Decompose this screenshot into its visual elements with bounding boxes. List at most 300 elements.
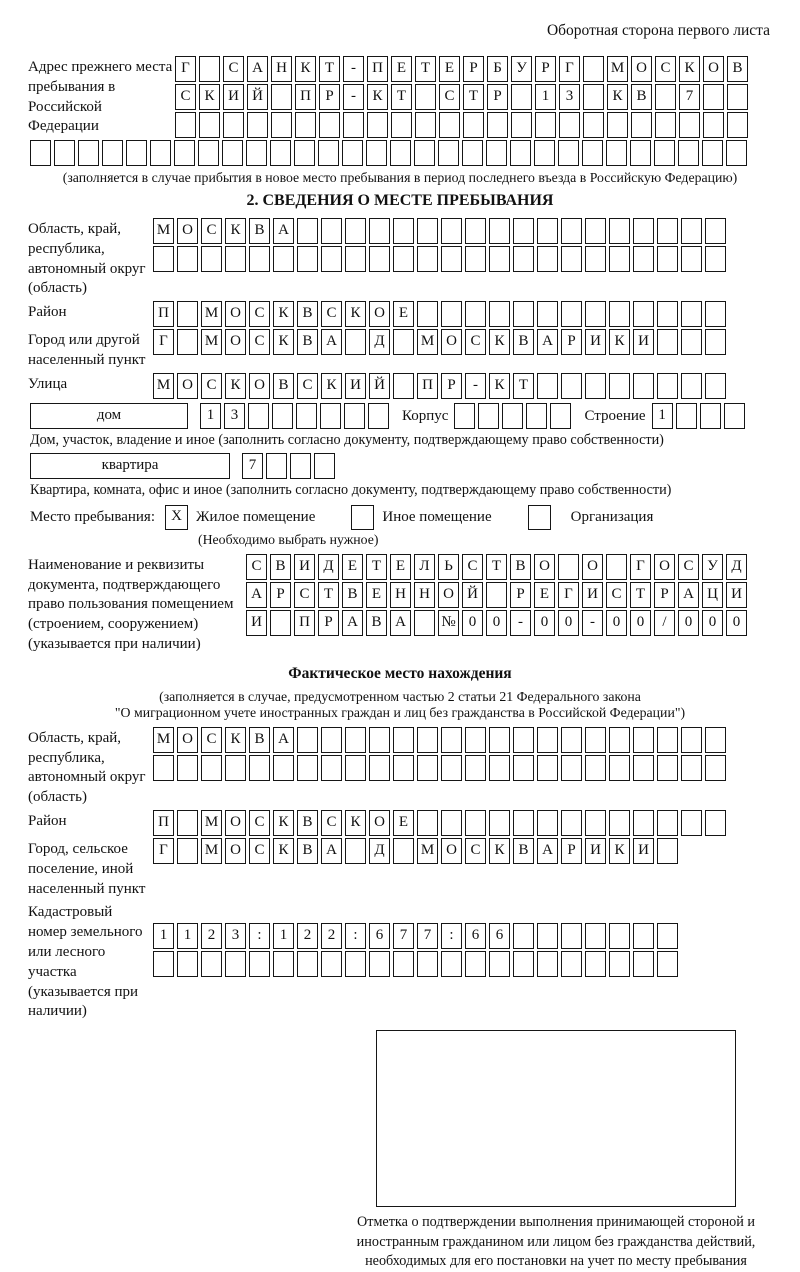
char-cell[interactable]: О [631, 56, 652, 82]
char-cell[interactable] [724, 403, 745, 429]
char-cell[interactable]: 1 [177, 923, 198, 949]
char-cell[interactable] [609, 218, 630, 244]
char-cell[interactable]: С [462, 554, 483, 580]
char-cell[interactable] [414, 140, 435, 166]
char-cell[interactable] [489, 810, 510, 836]
char-cell[interactable]: П [294, 610, 315, 636]
char-cell[interactable] [439, 112, 460, 138]
char-cell[interactable] [585, 951, 606, 977]
char-cell[interactable]: А [342, 610, 363, 636]
char-cell[interactable] [391, 112, 412, 138]
char-cell[interactable] [297, 218, 318, 244]
char-cell[interactable] [537, 951, 558, 977]
char-cell[interactable] [465, 218, 486, 244]
char-cell[interactable] [633, 923, 654, 949]
char-cell[interactable]: Р [561, 838, 582, 864]
char-cell[interactable]: И [585, 838, 606, 864]
char-cell[interactable]: В [249, 218, 270, 244]
char-cell[interactable]: О [225, 329, 246, 355]
char-cell[interactable]: Т [486, 554, 507, 580]
char-cell[interactable]: С [465, 838, 486, 864]
char-cell[interactable]: М [201, 838, 222, 864]
char-cell[interactable] [366, 140, 387, 166]
char-cell[interactable]: Т [415, 56, 436, 82]
char-cell[interactable]: В [297, 838, 318, 864]
char-cell[interactable] [633, 373, 654, 399]
char-cell[interactable]: К [225, 218, 246, 244]
char-cell[interactable]: А [247, 56, 268, 82]
char-cell[interactable]: М [153, 218, 174, 244]
char-cell[interactable] [489, 755, 510, 781]
char-cell[interactable] [249, 755, 270, 781]
char-cell[interactable]: К [345, 301, 366, 327]
char-cell[interactable] [585, 373, 606, 399]
char-cell[interactable]: Т [513, 373, 534, 399]
char-cell[interactable] [368, 403, 389, 429]
char-cell[interactable] [561, 755, 582, 781]
char-cell[interactable] [345, 329, 366, 355]
char-cell[interactable]: 3 [224, 403, 245, 429]
char-cell[interactable] [153, 951, 174, 977]
char-cell[interactable] [705, 329, 726, 355]
char-cell[interactable] [318, 140, 339, 166]
char-cell[interactable]: Т [463, 84, 484, 110]
char-cell[interactable]: А [537, 329, 558, 355]
char-cell[interactable]: А [678, 582, 699, 608]
char-cell[interactable]: О [225, 838, 246, 864]
char-cell[interactable] [297, 951, 318, 977]
char-cell[interactable]: И [633, 838, 654, 864]
char-cell[interactable] [681, 218, 702, 244]
char-cell[interactable] [489, 246, 510, 272]
char-cell[interactable] [321, 951, 342, 977]
char-cell[interactable] [78, 140, 99, 166]
char-cell[interactable] [657, 329, 678, 355]
char-cell[interactable] [655, 112, 676, 138]
char-cell[interactable] [417, 951, 438, 977]
char-cell[interactable] [295, 112, 316, 138]
char-cell[interactable] [290, 453, 311, 479]
char-cell[interactable]: - [510, 610, 531, 636]
char-cell[interactable]: 0 [534, 610, 555, 636]
char-cell[interactable]: - [465, 373, 486, 399]
char-cell[interactable] [609, 951, 630, 977]
char-cell[interactable]: А [246, 582, 267, 608]
char-cell[interactable] [393, 218, 414, 244]
char-cell[interactable] [585, 727, 606, 753]
char-cell[interactable] [344, 403, 365, 429]
char-cell[interactable]: 6 [489, 923, 510, 949]
char-cell[interactable] [201, 951, 222, 977]
char-cell[interactable] [727, 84, 748, 110]
char-cell[interactable] [271, 112, 292, 138]
char-cell[interactable] [583, 112, 604, 138]
char-cell[interactable]: Р [441, 373, 462, 399]
char-cell[interactable] [465, 727, 486, 753]
char-cell[interactable]: О [441, 329, 462, 355]
char-cell[interactable] [489, 727, 510, 753]
char-cell[interactable] [438, 140, 459, 166]
char-cell[interactable]: Е [390, 554, 411, 580]
checkbox-other-premises[interactable] [351, 505, 374, 530]
char-cell[interactable]: С [321, 301, 342, 327]
apartment-type-box[interactable]: квартира [30, 453, 230, 479]
char-cell[interactable] [606, 140, 627, 166]
char-cell[interactable]: К [679, 56, 700, 82]
char-cell[interactable] [345, 246, 366, 272]
char-cell[interactable] [465, 810, 486, 836]
char-cell[interactable]: О [177, 218, 198, 244]
char-cell[interactable]: О [177, 727, 198, 753]
char-cell[interactable]: 3 [559, 84, 580, 110]
char-cell[interactable]: В [513, 329, 534, 355]
char-cell[interactable] [681, 373, 702, 399]
char-cell[interactable] [537, 218, 558, 244]
char-cell[interactable] [633, 810, 654, 836]
char-cell[interactable]: А [390, 610, 411, 636]
char-cell[interactable] [513, 301, 534, 327]
char-cell[interactable] [489, 218, 510, 244]
char-cell[interactable] [513, 727, 534, 753]
char-cell[interactable]: В [510, 554, 531, 580]
char-cell[interactable]: А [273, 218, 294, 244]
char-cell[interactable]: 1 [535, 84, 556, 110]
char-cell[interactable] [537, 755, 558, 781]
char-cell[interactable]: В [366, 610, 387, 636]
char-cell[interactable] [177, 755, 198, 781]
char-cell[interactable]: Й [462, 582, 483, 608]
char-cell[interactable]: Н [414, 582, 435, 608]
char-cell[interactable] [369, 218, 390, 244]
char-cell[interactable]: 2 [321, 923, 342, 949]
char-cell[interactable] [510, 140, 531, 166]
char-cell[interactable]: И [246, 610, 267, 636]
char-cell[interactable] [679, 112, 700, 138]
char-cell[interactable]: 7 [393, 923, 414, 949]
char-cell[interactable] [511, 112, 532, 138]
char-cell[interactable] [585, 810, 606, 836]
char-cell[interactable]: Е [439, 56, 460, 82]
char-cell[interactable] [678, 140, 699, 166]
char-cell[interactable] [321, 727, 342, 753]
char-cell[interactable]: Е [342, 554, 363, 580]
char-cell[interactable] [321, 755, 342, 781]
char-cell[interactable] [248, 403, 269, 429]
char-cell[interactable]: П [153, 301, 174, 327]
char-cell[interactable] [657, 246, 678, 272]
char-cell[interactable] [30, 140, 51, 166]
char-cell[interactable] [198, 140, 219, 166]
char-cell[interactable]: Д [726, 554, 747, 580]
char-cell[interactable] [534, 140, 555, 166]
char-cell[interactable]: И [294, 554, 315, 580]
char-cell[interactable]: : [441, 923, 462, 949]
char-cell[interactable] [513, 810, 534, 836]
char-cell[interactable] [441, 810, 462, 836]
char-cell[interactable]: Р [535, 56, 556, 82]
char-cell[interactable] [414, 610, 435, 636]
char-cell[interactable]: К [607, 84, 628, 110]
char-cell[interactable]: С [223, 56, 244, 82]
char-cell[interactable]: - [343, 84, 364, 110]
char-cell[interactable]: Г [630, 554, 651, 580]
char-cell[interactable] [609, 755, 630, 781]
char-cell[interactable] [369, 755, 390, 781]
char-cell[interactable]: Р [270, 582, 291, 608]
char-cell[interactable] [321, 218, 342, 244]
char-cell[interactable] [633, 301, 654, 327]
char-cell[interactable] [266, 453, 287, 479]
char-cell[interactable] [273, 951, 294, 977]
char-cell[interactable]: К [225, 373, 246, 399]
char-cell[interactable] [201, 246, 222, 272]
char-cell[interactable]: К [489, 329, 510, 355]
char-cell[interactable] [607, 112, 628, 138]
char-cell[interactable]: Д [369, 329, 390, 355]
char-cell[interactable]: С [606, 582, 627, 608]
char-cell[interactable]: В [727, 56, 748, 82]
char-cell[interactable] [393, 755, 414, 781]
char-cell[interactable] [633, 755, 654, 781]
char-cell[interactable]: Р [561, 329, 582, 355]
char-cell[interactable] [177, 301, 198, 327]
char-cell[interactable] [513, 923, 534, 949]
char-cell[interactable]: - [343, 56, 364, 82]
char-cell[interactable]: И [726, 582, 747, 608]
char-cell[interactable]: Л [414, 554, 435, 580]
char-cell[interactable]: К [273, 810, 294, 836]
char-cell[interactable] [465, 951, 486, 977]
char-cell[interactable]: П [367, 56, 388, 82]
char-cell[interactable]: 1 [273, 923, 294, 949]
char-cell[interactable]: О [438, 582, 459, 608]
char-cell[interactable] [463, 112, 484, 138]
char-cell[interactable]: С [465, 329, 486, 355]
char-cell[interactable] [177, 810, 198, 836]
char-cell[interactable]: Н [271, 56, 292, 82]
char-cell[interactable] [417, 301, 438, 327]
char-cell[interactable]: О [225, 810, 246, 836]
checkbox-residential[interactable]: X [165, 505, 188, 530]
char-cell[interactable]: Т [366, 554, 387, 580]
char-cell[interactable] [705, 246, 726, 272]
char-cell[interactable] [246, 140, 267, 166]
char-cell[interactable] [369, 246, 390, 272]
char-cell[interactable]: С [201, 218, 222, 244]
char-cell[interactable] [454, 403, 475, 429]
char-cell[interactable]: С [201, 373, 222, 399]
char-cell[interactable]: 6 [369, 923, 390, 949]
char-cell[interactable]: В [297, 329, 318, 355]
char-cell[interactable]: С [249, 329, 270, 355]
char-cell[interactable] [417, 727, 438, 753]
char-cell[interactable] [585, 923, 606, 949]
char-cell[interactable] [294, 140, 315, 166]
char-cell[interactable]: 1 [652, 403, 673, 429]
char-cell[interactable] [681, 727, 702, 753]
char-cell[interactable] [654, 140, 675, 166]
char-cell[interactable] [705, 218, 726, 244]
char-cell[interactable] [177, 951, 198, 977]
char-cell[interactable] [486, 582, 507, 608]
char-cell[interactable] [345, 838, 366, 864]
char-cell[interactable] [606, 554, 627, 580]
char-cell[interactable]: Й [247, 84, 268, 110]
char-cell[interactable] [297, 727, 318, 753]
char-cell[interactable]: С [321, 810, 342, 836]
char-cell[interactable]: 0 [486, 610, 507, 636]
char-cell[interactable] [657, 373, 678, 399]
char-cell[interactable] [583, 56, 604, 82]
char-cell[interactable]: 0 [702, 610, 723, 636]
char-cell[interactable] [465, 301, 486, 327]
char-cell[interactable]: К [199, 84, 220, 110]
char-cell[interactable] [681, 329, 702, 355]
char-cell[interactable] [225, 755, 246, 781]
char-cell[interactable] [561, 301, 582, 327]
char-cell[interactable]: 7 [242, 453, 263, 479]
char-cell[interactable] [297, 246, 318, 272]
char-cell[interactable]: О [441, 838, 462, 864]
char-cell[interactable] [393, 727, 414, 753]
char-cell[interactable] [609, 810, 630, 836]
char-cell[interactable]: М [153, 727, 174, 753]
char-cell[interactable] [561, 727, 582, 753]
char-cell[interactable] [726, 140, 747, 166]
char-cell[interactable]: А [321, 329, 342, 355]
char-cell[interactable]: М [201, 329, 222, 355]
char-cell[interactable]: М [201, 810, 222, 836]
char-cell[interactable] [201, 755, 222, 781]
char-cell[interactable]: Т [391, 84, 412, 110]
char-cell[interactable]: С [439, 84, 460, 110]
char-cell[interactable] [296, 403, 317, 429]
char-cell[interactable]: Г [153, 838, 174, 864]
char-cell[interactable] [247, 112, 268, 138]
char-cell[interactable]: Т [318, 582, 339, 608]
char-cell[interactable]: И [582, 582, 603, 608]
char-cell[interactable]: К [273, 301, 294, 327]
char-cell[interactable]: Т [319, 56, 340, 82]
char-cell[interactable]: К [295, 56, 316, 82]
char-cell[interactable] [177, 246, 198, 272]
char-cell[interactable] [199, 112, 220, 138]
char-cell[interactable] [703, 84, 724, 110]
char-cell[interactable]: Г [559, 56, 580, 82]
char-cell[interactable] [702, 140, 723, 166]
char-cell[interactable] [345, 755, 366, 781]
char-cell[interactable]: Н [390, 582, 411, 608]
char-cell[interactable] [343, 112, 364, 138]
char-cell[interactable]: С [249, 838, 270, 864]
char-cell[interactable] [54, 140, 75, 166]
char-cell[interactable]: О [654, 554, 675, 580]
char-cell[interactable] [633, 951, 654, 977]
char-cell[interactable]: К [609, 329, 630, 355]
char-cell[interactable] [342, 140, 363, 166]
char-cell[interactable] [657, 727, 678, 753]
char-cell[interactable]: / [654, 610, 675, 636]
char-cell[interactable] [314, 453, 335, 479]
char-cell[interactable]: О [177, 373, 198, 399]
char-cell[interactable] [681, 301, 702, 327]
char-cell[interactable] [489, 951, 510, 977]
checkbox-organization[interactable] [528, 505, 551, 530]
char-cell[interactable] [633, 218, 654, 244]
char-cell[interactable] [657, 838, 678, 864]
char-cell[interactable] [582, 140, 603, 166]
char-cell[interactable]: С [297, 373, 318, 399]
char-cell[interactable] [657, 951, 678, 977]
char-cell[interactable] [297, 755, 318, 781]
char-cell[interactable]: П [295, 84, 316, 110]
char-cell[interactable]: К [273, 329, 294, 355]
char-cell[interactable]: 7 [679, 84, 700, 110]
char-cell[interactable] [657, 755, 678, 781]
char-cell[interactable] [393, 951, 414, 977]
char-cell[interactable] [249, 246, 270, 272]
char-cell[interactable]: № [438, 610, 459, 636]
char-cell[interactable]: О [534, 554, 555, 580]
char-cell[interactable]: Д [318, 554, 339, 580]
char-cell[interactable] [561, 951, 582, 977]
char-cell[interactable] [272, 403, 293, 429]
char-cell[interactable]: В [297, 301, 318, 327]
char-cell[interactable] [345, 951, 366, 977]
char-cell[interactable] [550, 403, 571, 429]
char-cell[interactable]: Е [393, 810, 414, 836]
char-cell[interactable] [415, 112, 436, 138]
char-cell[interactable] [393, 373, 414, 399]
char-cell[interactable] [633, 727, 654, 753]
char-cell[interactable]: В [249, 727, 270, 753]
char-cell[interactable] [321, 246, 342, 272]
char-cell[interactable]: Р [318, 610, 339, 636]
char-cell[interactable] [609, 727, 630, 753]
char-cell[interactable]: 6 [465, 923, 486, 949]
char-cell[interactable] [390, 140, 411, 166]
char-cell[interactable] [417, 810, 438, 836]
char-cell[interactable]: Б [487, 56, 508, 82]
char-cell[interactable]: М [607, 56, 628, 82]
char-cell[interactable]: И [585, 329, 606, 355]
char-cell[interactable]: О [369, 301, 390, 327]
char-cell[interactable] [535, 112, 556, 138]
char-cell[interactable]: 1 [200, 403, 221, 429]
char-cell[interactable]: С [201, 727, 222, 753]
char-cell[interactable]: 7 [417, 923, 438, 949]
char-cell[interactable] [705, 755, 726, 781]
char-cell[interactable]: Р [319, 84, 340, 110]
char-cell[interactable]: М [153, 373, 174, 399]
char-cell[interactable]: С [246, 554, 267, 580]
char-cell[interactable] [153, 755, 174, 781]
char-cell[interactable]: К [345, 810, 366, 836]
char-cell[interactable]: В [631, 84, 652, 110]
char-cell[interactable]: П [417, 373, 438, 399]
char-cell[interactable] [609, 923, 630, 949]
char-cell[interactable]: А [321, 838, 342, 864]
char-cell[interactable] [225, 951, 246, 977]
char-cell[interactable]: Г [175, 56, 196, 82]
char-cell[interactable] [537, 923, 558, 949]
char-cell[interactable] [465, 755, 486, 781]
char-cell[interactable] [526, 403, 547, 429]
char-cell[interactable] [441, 755, 462, 781]
char-cell[interactable] [345, 218, 366, 244]
char-cell[interactable] [657, 301, 678, 327]
char-cell[interactable] [513, 218, 534, 244]
